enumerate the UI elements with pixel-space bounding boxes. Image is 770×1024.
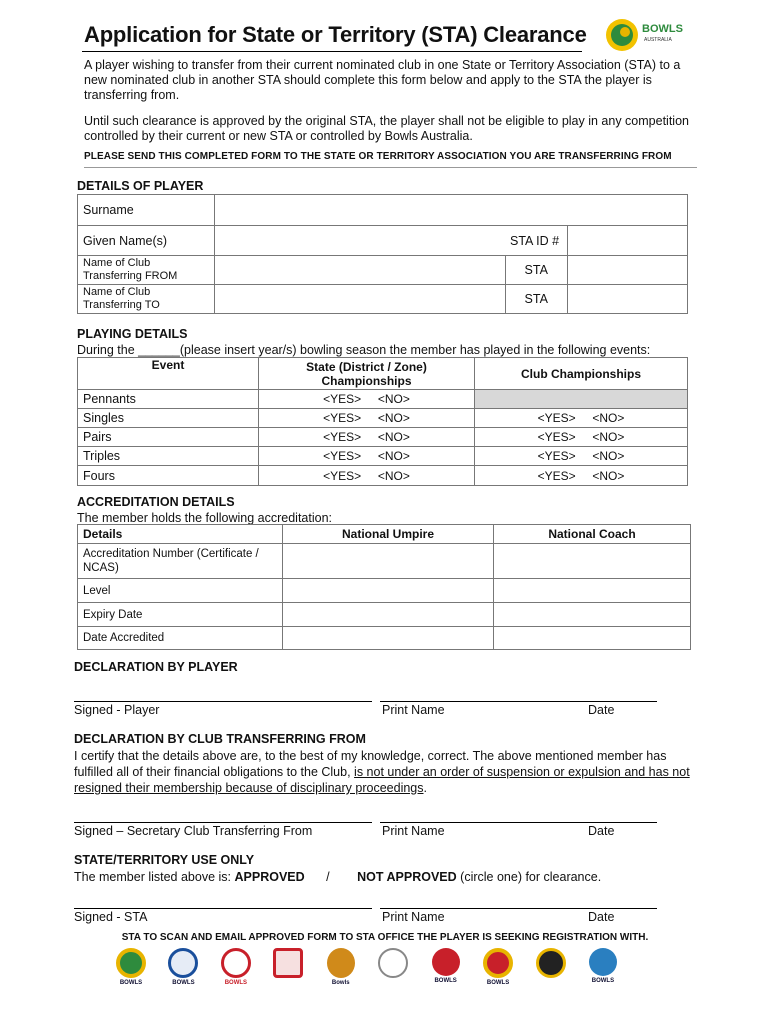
send-instruction: PLEASE SEND THIS COMPLETED FORM TO THE STATE OR TERRITORY ASSOCIATION YOU ARE TRANSFERRING FROM xyxy=(84,151,672,162)
sta-print-line[interactable] xyxy=(380,908,657,909)
level-label: Level xyxy=(78,579,283,603)
no-option[interactable]: <NO> xyxy=(592,430,625,444)
no-option[interactable]: <NO> xyxy=(592,468,625,483)
club-declaration-heading: DECLARATION BY CLUB TRANSFERRING FROM xyxy=(74,732,366,746)
intro-paragraph-2: Until such clearance is approved by the original STA, the player shall not be eligible to play in any competition controlled by their current or new STA or controlled by Bowls Australia. xyxy=(84,114,689,143)
playing-details-intro: During the ______(please insert year/s) bowling season the member has played in the following events: xyxy=(77,343,651,357)
no-option[interactable]: <NO> xyxy=(377,430,410,444)
playing-details-heading: PLAYING DETAILS xyxy=(77,327,188,341)
sta-to-field[interactable] xyxy=(568,285,688,314)
no-option[interactable]: <NO> xyxy=(592,411,625,425)
no-option[interactable]: <NO> xyxy=(377,468,410,483)
approved-option[interactable]: APPROVED xyxy=(234,870,305,884)
sta-logo: BOWLS xyxy=(217,948,255,998)
no-option[interactable]: <NO> xyxy=(377,392,410,406)
player-declaration-heading: DECLARATION BY PLAYER xyxy=(74,660,238,674)
sta-use-heading: STATE/TERRITORY USE ONLY xyxy=(74,853,255,867)
date-label: Date xyxy=(588,703,615,717)
footer-instruction: STA TO SCAN AND EMAIL APPROVED FORM TO STA OFFICE THE PLAYER IS SEEKING REGISTRATION WITH. xyxy=(121,932,649,943)
player-details-table xyxy=(77,194,688,314)
club-declaration-text-b: is not under an order of suspension or expulsion and has not resigned their membership because of disciplinary proceedings xyxy=(74,765,690,795)
yes-option[interactable]: <YES> xyxy=(537,449,576,463)
club-from-field[interactable] xyxy=(215,256,506,285)
date-label: Date xyxy=(588,824,615,838)
event-label: Pairs xyxy=(78,428,259,447)
divider xyxy=(84,167,697,168)
print-name-label: Print Name xyxy=(382,703,445,717)
club-cell-disabled xyxy=(475,390,688,409)
yes-option[interactable]: <YES> xyxy=(537,411,576,425)
signed-secretary-label: Signed – Secretary Club Transferring From xyxy=(74,824,313,838)
club-declaration-text-c: . xyxy=(423,781,427,795)
surname-label: Surname xyxy=(78,195,215,226)
event-col-header: Event xyxy=(78,358,259,390)
umpire-col-header: National Umpire xyxy=(283,525,494,544)
print-name-label: Print Name xyxy=(382,824,445,838)
sta-logo xyxy=(269,948,307,998)
event-label: Singles xyxy=(78,409,259,428)
sta-logo xyxy=(532,948,570,998)
umpire-field[interactable] xyxy=(283,627,494,650)
accreditation-table xyxy=(77,524,691,650)
sta-logo: BOWLS xyxy=(164,948,202,998)
club-to-field[interactable] xyxy=(215,285,506,314)
sta-id-field[interactable] xyxy=(568,226,688,256)
title-underline xyxy=(82,51,582,52)
surname-field[interactable] xyxy=(215,195,688,226)
event-label: Pennants xyxy=(78,390,259,409)
yes-option[interactable]: <YES> xyxy=(537,430,576,444)
yes-option[interactable]: <YES> xyxy=(323,430,362,444)
no-option[interactable]: <NO> xyxy=(592,449,625,463)
club-to-label: Name of Club Transferring TO xyxy=(78,285,215,314)
logo-text: BOWLS xyxy=(642,23,683,35)
player-signature-line[interactable] xyxy=(74,701,372,702)
yes-option[interactable]: <YES> xyxy=(323,411,362,425)
event-label: Fours xyxy=(78,466,259,486)
sta-from-label: STA xyxy=(505,256,568,285)
sta-use-text xyxy=(74,870,601,884)
umpire-field[interactable] xyxy=(283,603,494,627)
club-col-header: Club Championships xyxy=(475,358,688,390)
page-title: Application for State or Territory (STA) Clearance xyxy=(84,22,587,47)
given-names-field[interactable] xyxy=(215,226,506,256)
sta-from-field[interactable] xyxy=(568,256,688,285)
sta-logos-row xyxy=(112,948,622,998)
no-option[interactable]: <NO> xyxy=(377,411,410,425)
sta-logo xyxy=(374,948,412,998)
club-signature-line[interactable] xyxy=(74,822,372,823)
sta-logo: BOWLS xyxy=(584,948,622,998)
player-details-heading: DETAILS OF PLAYER xyxy=(77,179,204,193)
circle-one-text: (circle one) for clearance. xyxy=(460,870,602,884)
sta-to-label: STA xyxy=(505,285,568,314)
date-accredited-label: Date Accredited xyxy=(78,627,283,650)
accreditation-number-label: Accreditation Number (Certificate / NCAS) xyxy=(78,544,283,579)
playing-events-table xyxy=(77,357,688,486)
coach-field[interactable] xyxy=(494,544,691,579)
given-names-label: Given Name(s) xyxy=(78,226,215,256)
yes-option[interactable]: <YES> xyxy=(537,468,576,483)
club-print-line[interactable] xyxy=(380,822,657,823)
accreditation-intro: The member holds the following accreditation: xyxy=(77,511,332,525)
sta-id-label: STA ID # xyxy=(505,226,568,256)
sta-logo: BOWLS xyxy=(479,948,517,998)
state-col-header: State (District / Zone) Championships xyxy=(259,358,475,390)
coach-col-header: National Coach xyxy=(494,525,691,544)
signed-sta-label: Signed - STA xyxy=(74,910,148,924)
intro-paragraph-1: A player wishing to transfer from their current nominated club in one State or Territory Association (STA) to a new nominated club in another STA should complete this form below and apply to the STA the player is transferring from. xyxy=(84,58,681,102)
sta-logo: Bowls xyxy=(322,948,360,998)
expiry-date-label: Expiry Date xyxy=(78,603,283,627)
print-name-label: Print Name xyxy=(382,910,445,924)
coach-field[interactable] xyxy=(494,627,691,650)
sta-logo: BOWLS xyxy=(427,948,465,998)
coach-field[interactable] xyxy=(494,603,691,627)
yes-option[interactable]: <YES> xyxy=(323,449,362,463)
coach-field[interactable] xyxy=(494,579,691,603)
logo-subtext: AUSTRALIA xyxy=(644,37,672,43)
club-declaration-text xyxy=(74,748,696,796)
sta-logo: BOWLS xyxy=(112,948,150,998)
player-print-line[interactable] xyxy=(380,701,657,702)
event-label: Triples xyxy=(78,447,259,466)
yes-option[interactable]: <YES> xyxy=(323,392,362,406)
date-label: Date xyxy=(588,910,615,924)
slash: / xyxy=(326,870,330,884)
sta-signature-line[interactable] xyxy=(74,908,372,909)
not-approved-option[interactable]: NOT APPROVED xyxy=(357,870,457,884)
no-option[interactable]: <NO> xyxy=(377,449,410,463)
club-from-label: Name of Club Transferring FROM xyxy=(78,256,215,285)
details-col-header: Details xyxy=(78,525,283,544)
club-declaration-text-a: I certify that the details above are, to the best of my knowledge, correct. The above mentioned member has fulfilled all of their financial obligations to the Club, xyxy=(74,749,667,779)
yes-option[interactable]: <YES> xyxy=(323,468,362,483)
signed-player-label: Signed - Player xyxy=(74,703,160,717)
umpire-field[interactable] xyxy=(283,579,494,603)
umpire-field[interactable] xyxy=(283,544,494,579)
accreditation-heading: ACCREDITATION DETAILS xyxy=(77,495,235,509)
sta-use-label: The member listed above is: xyxy=(74,870,232,884)
bowls-australia-logo xyxy=(604,12,686,58)
